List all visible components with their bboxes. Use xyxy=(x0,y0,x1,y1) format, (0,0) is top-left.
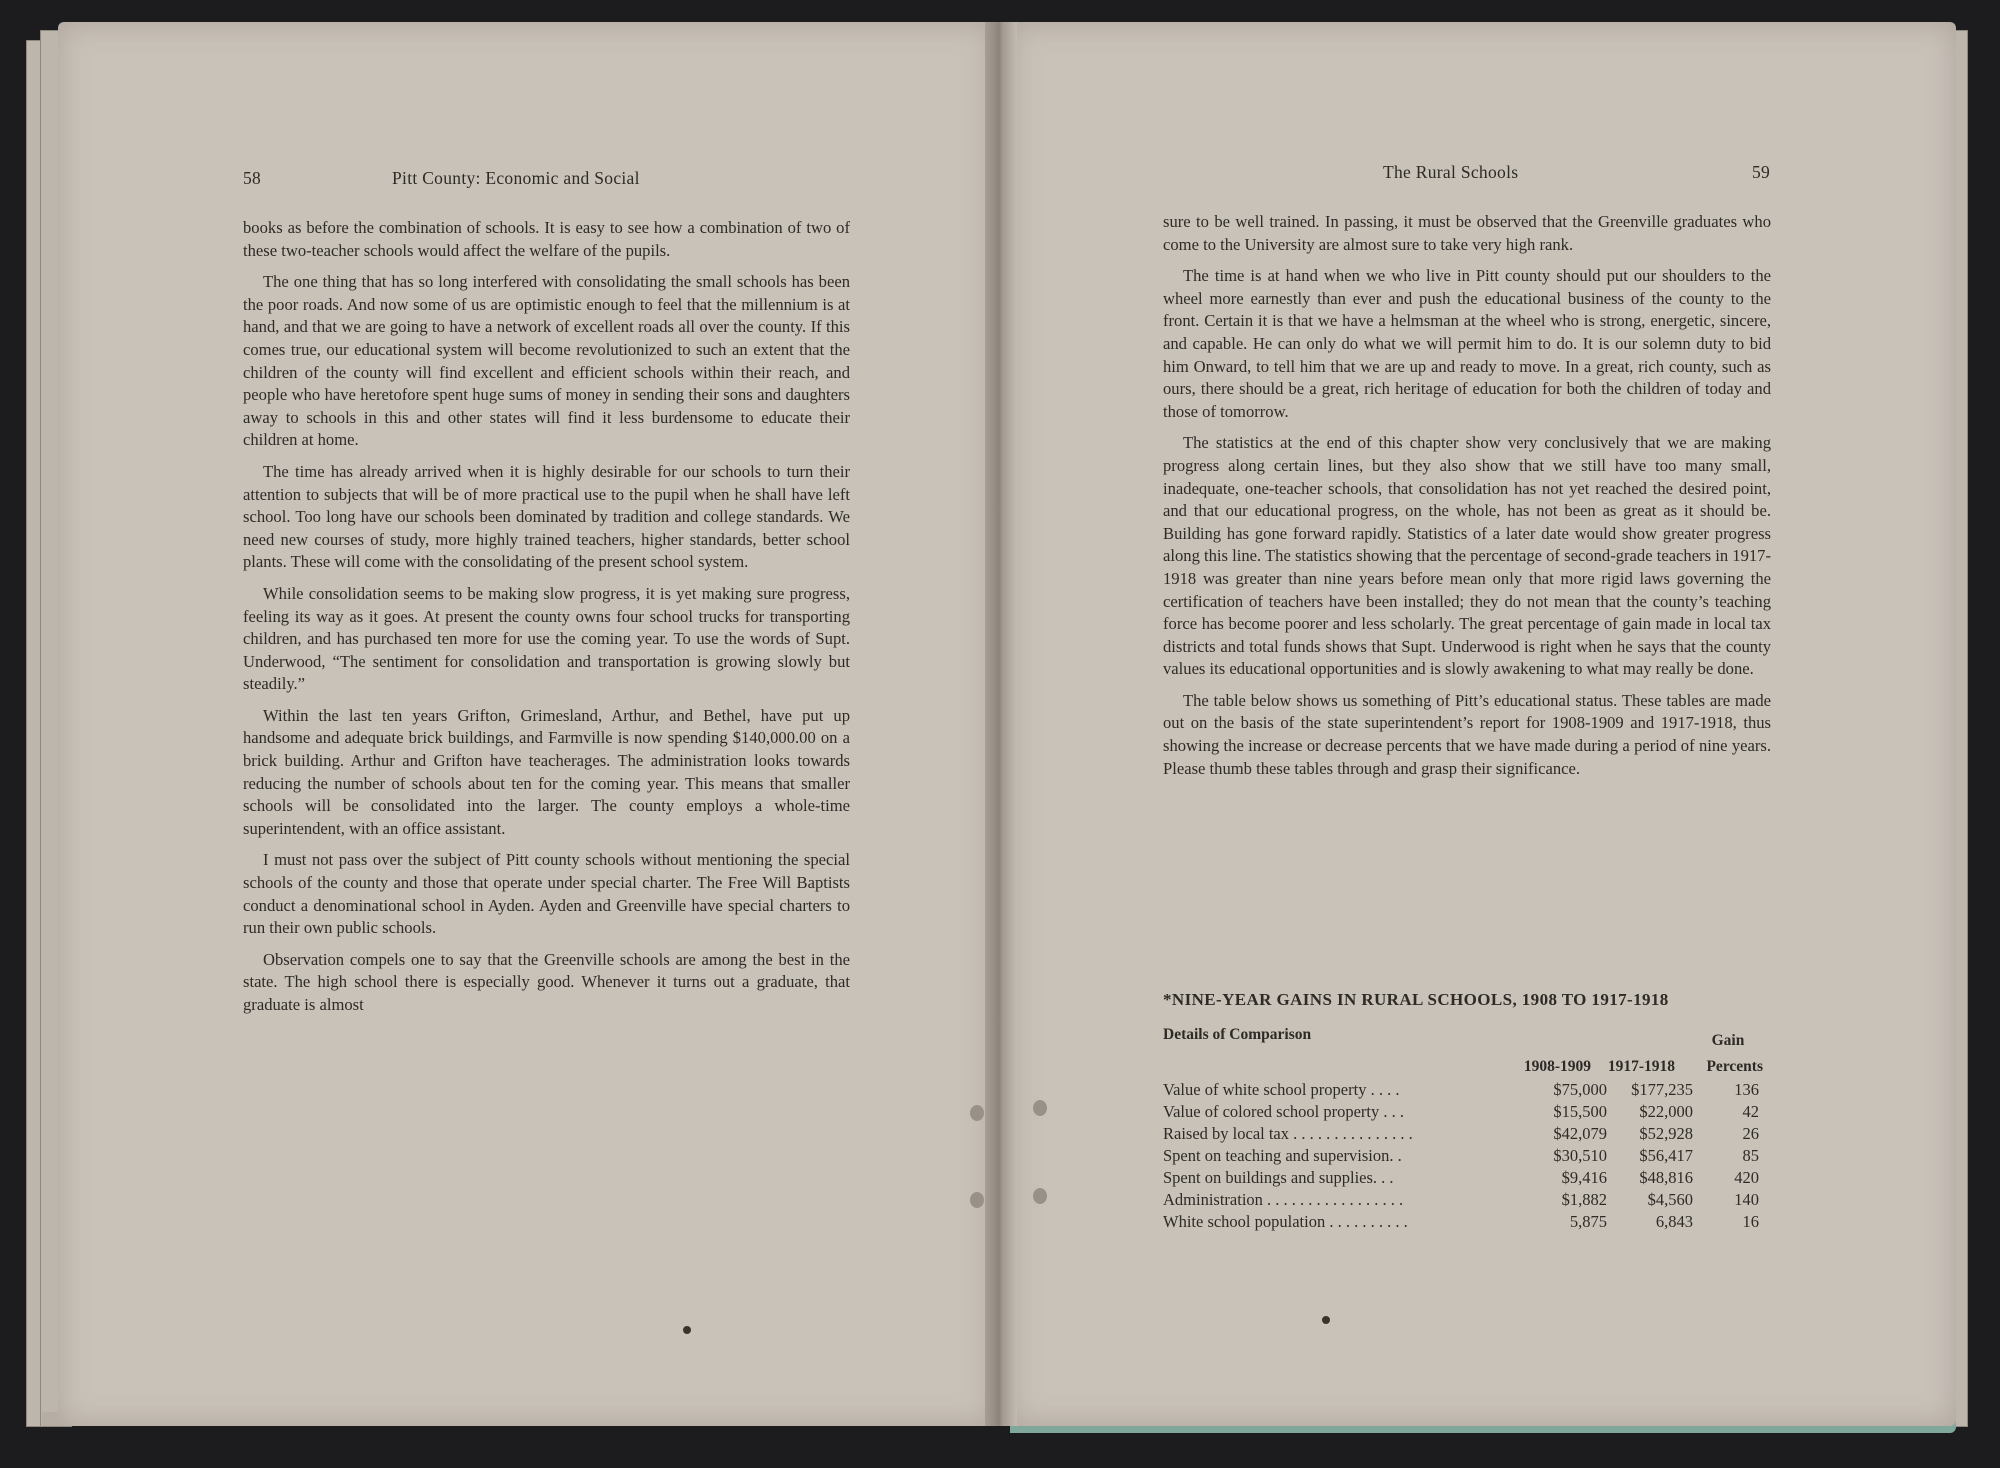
right-page-body xyxy=(1163,211,1771,789)
paragraph: books as before the combination of schools. It is easy to see how a combination of two of these two-teacher schools would affect the welfare of the pupils. xyxy=(243,218,850,260)
gain-percent: 42 xyxy=(1742,1102,1759,1121)
paragraph: The time has already arrived when it is highly desirable for our schools to turn their attention to subjects that will be of more practical use to the pupil when he shall have left school. Too long have our schools been dominated by tradition and college standards. We need new courses of study, more highly trained teachers, higher standards, better school plants. These will come with the consolidating of the present school system. xyxy=(243,461,850,572)
gain-percent: 85 xyxy=(1742,1146,1759,1165)
gain-percent: 26 xyxy=(1742,1124,1759,1143)
value-1917: $22,000 xyxy=(1639,1102,1693,1121)
value-1908: $1,882 xyxy=(1561,1190,1607,1209)
value-1908: $30,510 xyxy=(1553,1146,1607,1165)
value-1917: $177,235 xyxy=(1631,1080,1693,1099)
row-label: Value of white school property . . . . xyxy=(1163,1080,1400,1099)
right-running-title: The Rural Schools xyxy=(1383,162,1519,182)
binding-hole xyxy=(1033,1188,1047,1204)
col-header-1917: 1917-1918 xyxy=(1607,1058,1675,1075)
right-page-number: 59 xyxy=(1752,162,1771,182)
gain-percent: 16 xyxy=(1742,1212,1759,1231)
paragraph: The time is at hand when we who live in Pitt county should put our shoulders to the wheel more earnestly than ever and push the educational business of the county to the front. Certain it is that we have a helmsman at the wheel who is strong, energetic, sincere, and capable. He can only do what we will permit him to do. It is our solemn duty to bid him Onward, to tell him that we are up and ready to move. In a great, rich county, such as ours, there should be a great, rich heritage of education for both the children of today and those of tomorrow. xyxy=(1163,266,1771,421)
row-label: Spent on buildings and supplies. . . xyxy=(1163,1168,1394,1187)
table-row xyxy=(1163,1212,1777,1234)
paragraph: Observation compels one to say that the Greenville schools are among the best in the state. The high school there is especially good. Whenever it turns out a graduate, that graduate is almost xyxy=(243,949,850,1014)
value-1908: $9,416 xyxy=(1561,1168,1607,1187)
table-row xyxy=(1163,1102,1777,1124)
value-1908: $15,500 xyxy=(1553,1102,1607,1121)
table-row xyxy=(1163,1080,1777,1102)
details-header: Details of Comparison xyxy=(1163,1026,1312,1043)
left-page-number: 58 xyxy=(243,168,262,188)
paragraph: While consolidation seems to be making slow progress, it is yet making sure progress, feeling its way as it goes. At present the county owns four school trucks for transporting children, and has purchased ten more for use the coming year. To use the words of Supt. Underwood, “The sentiment for consolidation and transportation is growing slowly but steadily.” xyxy=(243,583,850,694)
row-label: Spent on teaching and supervision. . xyxy=(1163,1146,1402,1165)
value-1908: $42,079 xyxy=(1553,1124,1607,1143)
table-row xyxy=(1163,1146,1777,1168)
paragraph: sure to be well trained. In passing, it must be observed that the Greenville graduates who come to the University are almost sure to take very high rank. xyxy=(1163,212,1771,254)
table-row xyxy=(1163,1124,1777,1146)
binding-hole xyxy=(970,1105,984,1121)
binding-hole xyxy=(1033,1100,1047,1116)
value-1917: $56,417 xyxy=(1639,1146,1693,1165)
gain-percent: 136 xyxy=(1734,1080,1759,1099)
ink-spot xyxy=(683,1326,691,1334)
binding-hole xyxy=(970,1192,984,1208)
paragraph: I must not pass over the subject of Pitt county schools without mentioning the special schools of the county and those that operate under special charter. The Free Will Baptists conduct a denominational school in Ayden. Ayden and Greenville have special charters to run their own public schools. xyxy=(243,850,850,938)
value-1917: 6,843 xyxy=(1655,1212,1693,1231)
gain-percent: 140 xyxy=(1734,1190,1759,1209)
value-1908: $75,000 xyxy=(1553,1080,1607,1099)
row-label: Administration . . . . . . . . . . . . . . . . . xyxy=(1163,1190,1404,1209)
row-label: Raised by local tax . . . . . . . . . . . . . . . xyxy=(1163,1124,1413,1143)
table-row xyxy=(1163,1168,1777,1190)
table-row xyxy=(1163,1190,1777,1212)
value-1917: $52,928 xyxy=(1639,1124,1693,1143)
row-label: Value of colored school property . . . xyxy=(1163,1102,1405,1121)
paragraph: The table below shows us something of Pitt’s educational status. These tables are made out on the basis of the state superintendent’s report for 1908-1909 and 1917-1918, thus showing the increase or decrease percents that we have made during a period of nine years. Please thumb these tables through and grasp their significance. xyxy=(1163,690,1771,778)
gain-header: Gain xyxy=(1711,1032,1745,1049)
table-title: *NINE-YEAR GAINS IN RURAL SCHOOLS, 1908 TO 1917-1918 xyxy=(1163,990,1669,1009)
ink-spot xyxy=(1322,1316,1330,1324)
col-header-percents: Percents xyxy=(1706,1058,1763,1075)
value-1908: 5,875 xyxy=(1569,1212,1607,1231)
value-1917: $4,560 xyxy=(1647,1190,1693,1209)
gain-percent: 420 xyxy=(1734,1168,1759,1187)
book-gutter xyxy=(985,22,1017,1426)
paragraph: The statistics at the end of this chapter show very conclusively that we are making progress along certain lines, but they also show that we still have too many small, inadequate, one-teacher schools, that consolidation has not yet reached the desired point, and that our educational progress, on the whole, has not been as great as it should be. Building has gone forward rapidly. Statistics of a later date would show greater progress along this line. The statistics showing that the percentage of second-grade teachers in 1917-1918 was greater than nine years before mean only that more rigid laws governing the certification of teachers have been installed; they do not mean that the county’s teaching force has become poorer and less scholarly. The great percentage of gain made in local tax districts and total funds shows that Supt. Underwood is right when he says that the county values its educational opportunities and is slowly awakening to what may really be done. xyxy=(1163,433,1771,679)
col-header-1908: 1908-1909 xyxy=(1523,1058,1591,1075)
row-label: White school population . . . . . . . . . . xyxy=(1163,1212,1408,1231)
value-1917: $48,816 xyxy=(1639,1168,1693,1187)
paragraph: The one thing that has so long interfered with consolidating the small schools has been the poor roads. And now some of us are optimistic enough to feel that the millennium is at hand, and that we are going to have a network of excellent roads all over the county. If this comes true, our educational system will become revolutionized to such an extent that the children of the county will find excellent and efficient schools within their reach, and people who have heretofore spent huge sums of money in sending their sons and daughters away to schools in this and other states will find it less burdensome to educate their children at home. xyxy=(243,272,850,450)
left-running-title: Pitt County: Economic and Social xyxy=(392,168,640,188)
left-page-body xyxy=(243,217,850,1026)
paragraph: Within the last ten years Grifton, Grimesland, Arthur, and Bethel, have put up handsome and adequate brick buildings, and Farmville is now spending $140,000.00 on a brick building. Arthur and Grifton have teacherages. The administration looks towards reducing the number of schools about ten for the coming year. This means that smaller schools will be consolidated into the larger. The county employs a whole-time superintendent, with an office assistant. xyxy=(243,705,850,838)
